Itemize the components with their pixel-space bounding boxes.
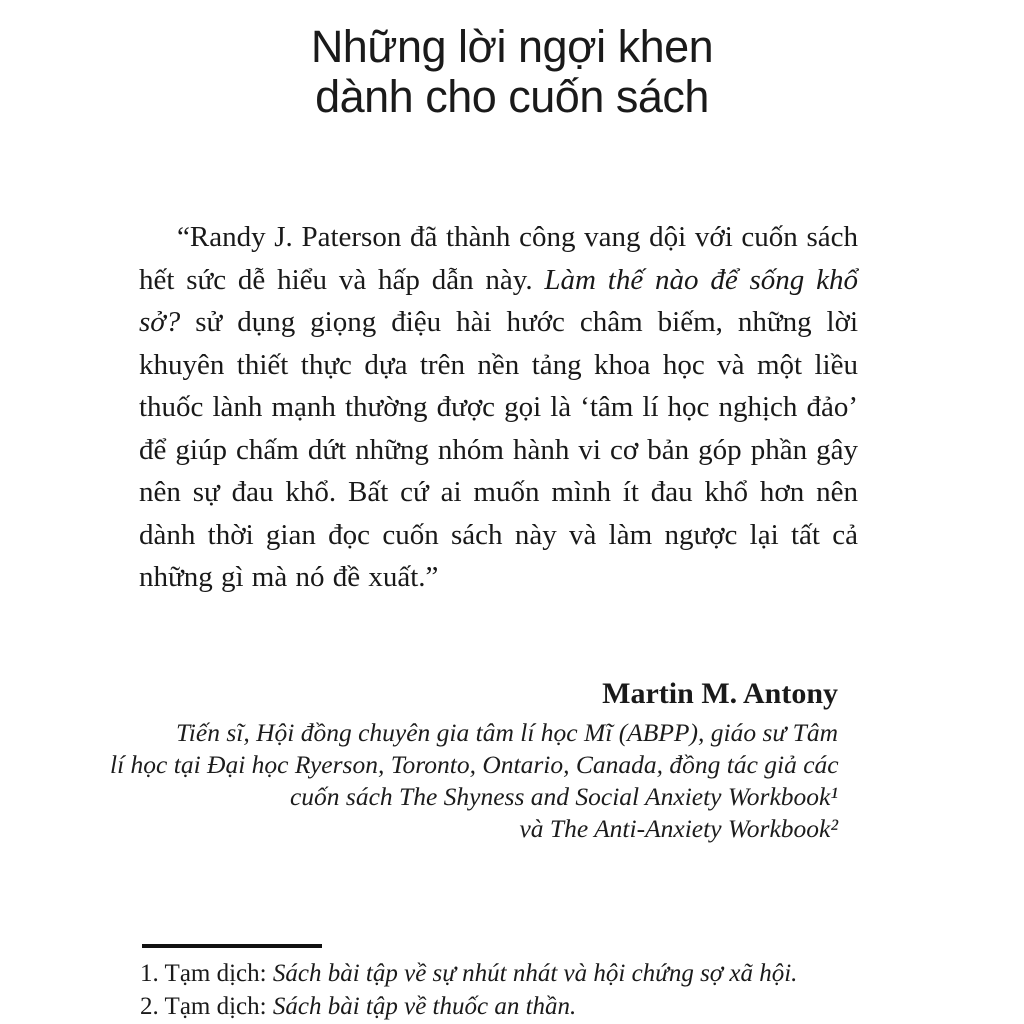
footnote-1-label: 1. Tạm dịch: bbox=[140, 960, 273, 987]
quote-segment-closing: sử dụng giọng điệu hài hước châm biếm, những lời khuyên thiết thực dựa trên nền tảng khoa học và một liều thuốc lành mạnh thường được gọi là ‘tâm lí học nghịch đảo’ để giúp chấm dứt những nhóm hành vi cơ bản góp phần gây nên sự đau khổ. Bất cứ ai muốn mình ít đau khổ hơn nên dành thời gian đọc cuốn sách này và làm ngược lại tất cả những gì mà nó đề xuất.” bbox=[139, 306, 858, 593]
credential-line-3: cuốn sách The Shyness and Social Anxiety Workbook¹ bbox=[289, 782, 838, 811]
quote-segment-book-title: Làm thế nào để sống khổ sở? bbox=[139, 263, 858, 338]
quote-segment-opening: “Randy J. Paterson đã thành công vang dội với cuốn sách hết sức dễ hiểu và hấp dẫn này. bbox=[139, 221, 858, 296]
page-title bbox=[0, 22, 1024, 122]
page-title-line-1: Những lời ngợi khen bbox=[310, 21, 714, 72]
footnote-2 bbox=[140, 990, 884, 1023]
footnote-divider bbox=[142, 944, 322, 948]
praise-quote-paragraph bbox=[139, 216, 858, 599]
footnote-2-title: Sách bài tập về thuốc an thần. bbox=[272, 993, 577, 1020]
footnote-1-title: Sách bài tập về sự nhút nhát và hội chứng sợ xã hội. bbox=[272, 960, 798, 987]
attribution-name: Martin M. Antony bbox=[602, 677, 838, 710]
credential-line-1: Tiến sĩ, Hội đồng chuyên gia tâm lí học Mĩ (ABPP), giáo sư Tâm bbox=[176, 718, 838, 747]
footnotes-section bbox=[140, 944, 884, 1023]
attribution-credentials bbox=[110, 717, 838, 845]
footnote-2-label: 2. Tạm dịch: bbox=[140, 993, 273, 1020]
credential-line-4: và The Anti-Anxiety Workbook² bbox=[519, 814, 838, 843]
credential-line-2: lí học tại Đại học Ryerson, Toronto, Ontario, Canada, đồng tác giả các bbox=[110, 750, 839, 779]
footnote-1 bbox=[140, 957, 884, 990]
page-title-line-2: dành cho cuốn sách bbox=[315, 71, 709, 122]
